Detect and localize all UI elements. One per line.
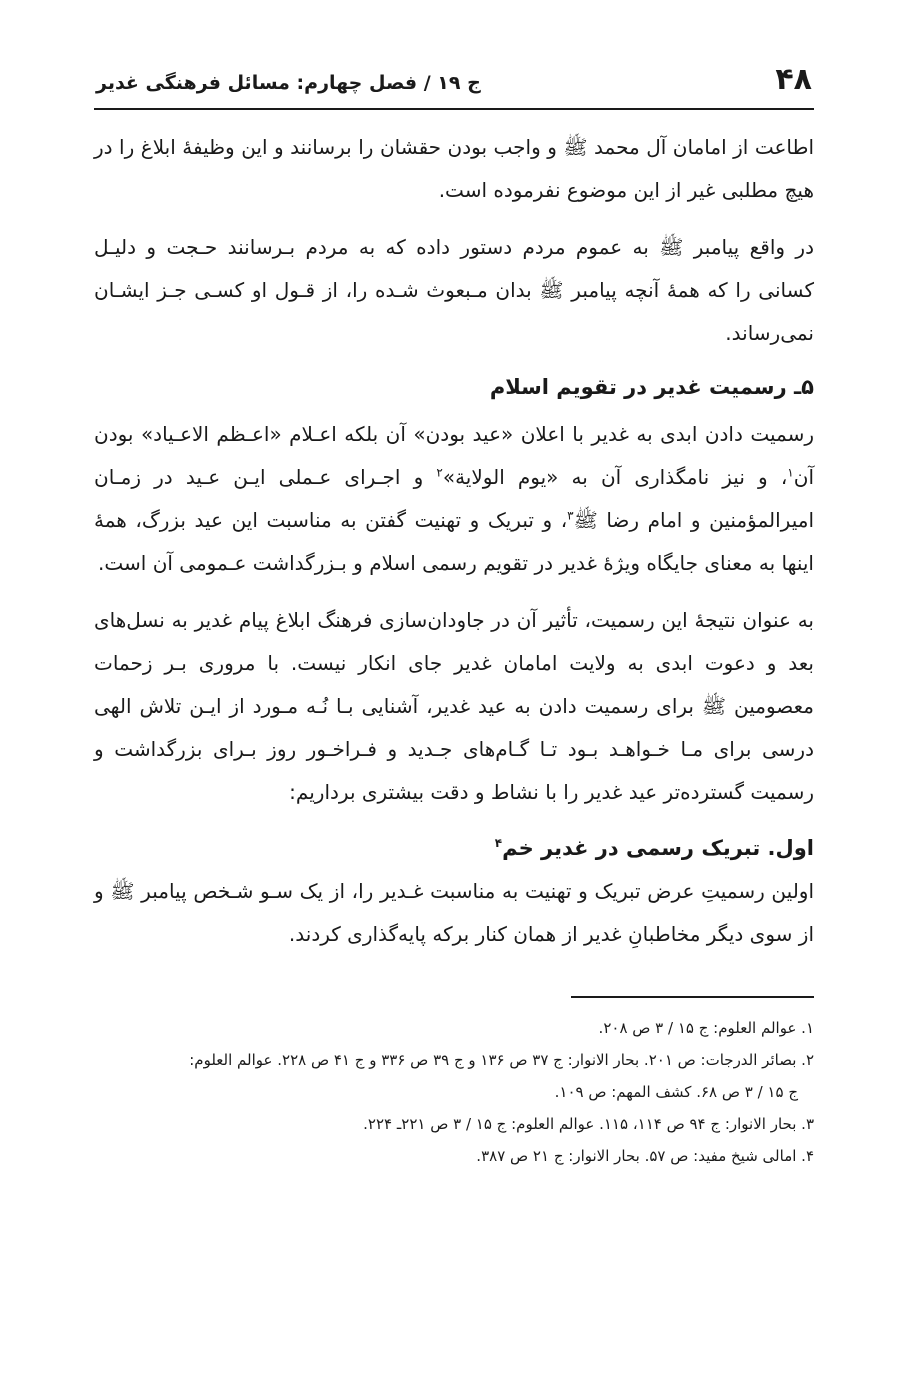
subsection-heading-1-text: اول. تبریک رسمی در غدیر خم xyxy=(502,836,814,860)
footnotes xyxy=(94,1012,814,1172)
page-number: ۴۸ xyxy=(775,62,812,97)
book-page xyxy=(94,62,814,1172)
running-title: ج ۱۹ / فصل چهارم: مسائل فرهنگی غدیر xyxy=(96,72,481,94)
paragraph-3-part-b: ، و نیز نامگذاری آن به «یوم الولایة» xyxy=(442,465,788,489)
section-heading-5: ۵ـ رسمیت غدیر در تقویم اسلام xyxy=(489,375,814,399)
paragraph-5: اولین رسمیتِ عرض تبریک و تهنیت به مناسبت غـدیر را، از یک سـو شـخص پیامبر ﷺ و از سوی دیگر مخاطبانِ غدیر از همان کنار برکه پایه‌گذاری کردند. xyxy=(94,879,814,946)
paragraph-3-part-a: رسمیت دادن ابدی به غدیر با اعلان «عید بودن» آن بلکه اعـلام «اعـظم الاعـیاد» بودن آن xyxy=(94,422,814,489)
paragraph-2: در واقع پیامبر ﷺ به عموم مردم دستور داده که به مردم بـرسانند حـجت و دلیـل کسانی را که همۀ آنچه پیامبر ﷺ بدان مـبعوث شـده را، از قـول او کسـی جـز ایشـان نمی‌رساند. xyxy=(94,235,814,345)
footnote-ref-3[interactable]: ۳ xyxy=(567,508,574,523)
footnote-ref-2[interactable]: ۲ xyxy=(436,465,443,480)
paragraph-3-part-c: و اجـرای عـملی ایـن عـید در زمـان امیرالمؤمنین و امام رضا ﷺ xyxy=(94,465,815,532)
footnote-1: ۱. عوالم العلوم: ج ۱۵ / ۳ ص ۲۰۸. xyxy=(598,1019,814,1037)
page-header xyxy=(94,62,814,110)
paragraph-3 xyxy=(94,413,814,585)
subsection-heading-1 xyxy=(94,826,814,870)
paragraph-1: اطاعت از امامان آل محمد ﷺ و واجب بودن حقشان را برسانند و این وظیفۀ ابلاغ را در هیچ مطلبی غیر از این موضوع نفرموده است. xyxy=(94,135,814,202)
footnote-2-line-2: ج ۱۵ / ۳ ص ۶۸. کشف المهم: ص ۱۰۹. xyxy=(554,1083,798,1101)
footnote-divider xyxy=(571,996,814,998)
footnote-ref-1[interactable]: ۱ xyxy=(787,465,794,480)
paragraph-3-part-d: ، و تبریک و تهنیت گفتن به مناسبت این عید بزرگ، همۀ اینها به معنای جایگاه ویژۀ غدیر در تقویم رسمی اسلام و بـزرگداشت عـمومی آن است. xyxy=(94,508,814,575)
paragraph-4: به عنوان نتیجۀ این رسمیت، تأثیر آن در جاودان‌سازی فرهنگ ابلاغ پیام غدیر به نسل‌های بعد و دعوت ابدی به ولایت امامان غدیر جای انکار نیست. با مروری بـر زحمات معصومین ﷺ برای رسمیت دادن به عید غدیر، آشنایی بـا نُـه مـورد از ایـن تلاش الهی درسی برای مـا خـواهـد بـود تـا گـام‌های جـدید و فـراخـور روز بـرای بزرگداشت و رسمیت گسترده‌تر عید غدیر را با نشاط و دقت بیشتری برداریم: xyxy=(94,608,814,804)
page-body xyxy=(94,126,814,956)
footnote-4: ۴. امالی شیخ مفید: ص ۵۷. بحار الانوار: ج ۲۱ ص ۳۸۷. xyxy=(476,1147,814,1165)
footnote-2-line-1: ۲. بصائر الدرجات: ص ۲۰۱. بحار الانوار: ج ۳۷ ص ۱۳۶ و ج ۳۹ ص ۳۳۶ و ج ۴۱ ص ۲۲۸. عوالم العلوم: xyxy=(189,1051,814,1069)
footnote-3: ۳. بحار الانوار: ج ۹۴ ص ۱۱۴، ۱۱۵. عوالم العلوم: ج ۱۵ / ۳ ص ۲۲۱ـ ۲۲۴. xyxy=(363,1115,814,1133)
footnote-ref-4[interactable]: ۴ xyxy=(494,836,503,850)
